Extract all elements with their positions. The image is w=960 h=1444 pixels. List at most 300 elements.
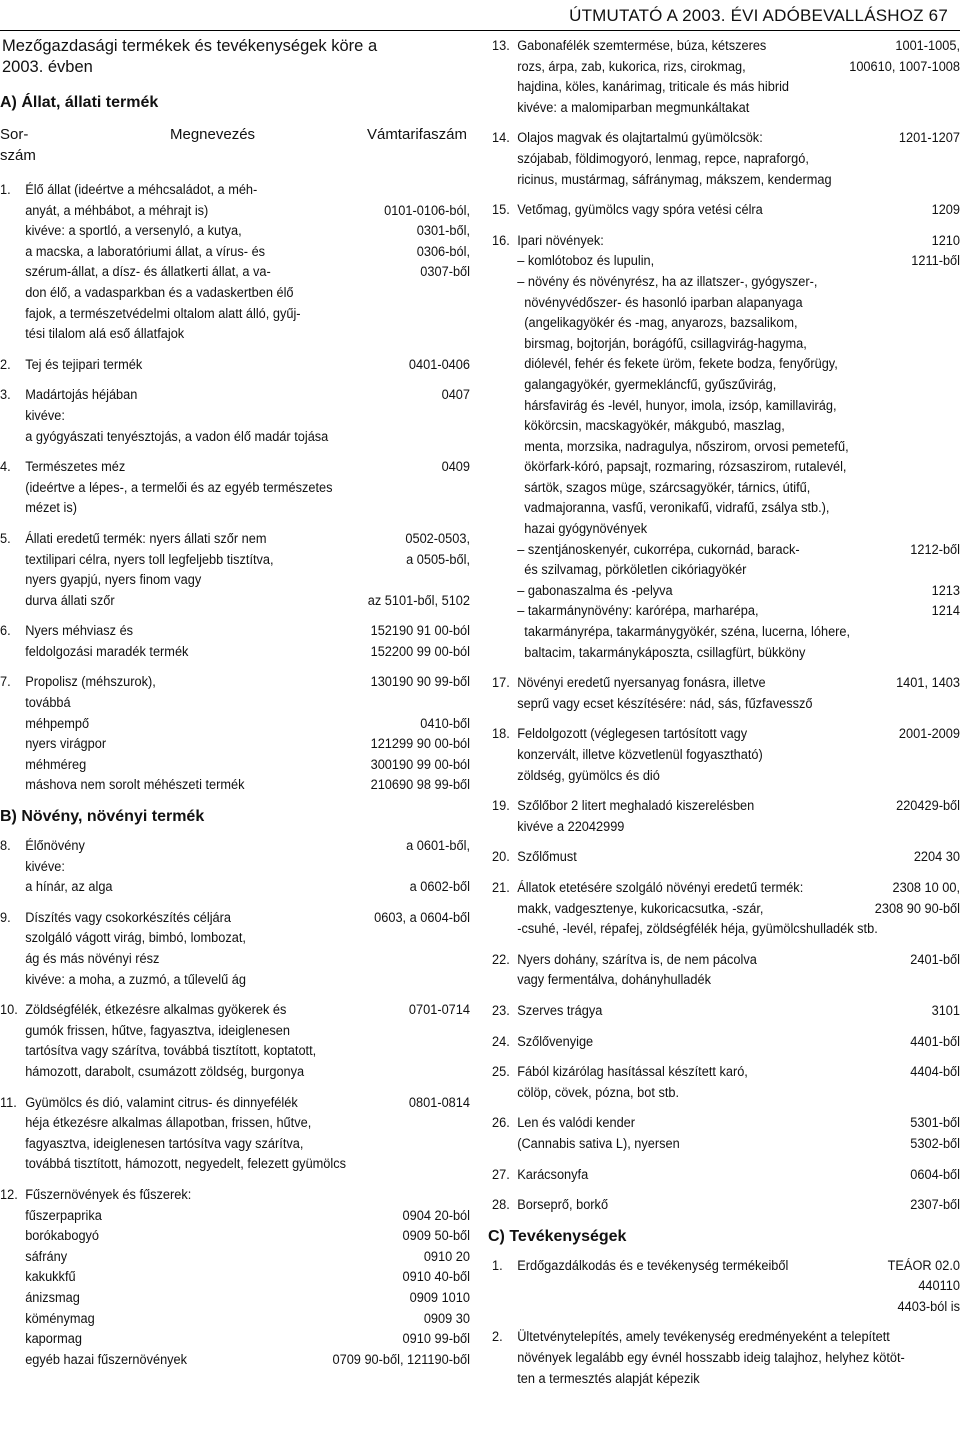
item-line	[492, 1256, 960, 1277]
list-item	[0, 1185, 475, 1370]
list-item	[492, 847, 960, 868]
item-line	[492, 581, 960, 602]
item-line	[492, 334, 960, 355]
item-description: ricinus, mustármag, sáfránymag, mákszem, kendermag	[517, 171, 832, 188]
spacer	[0, 166, 475, 180]
item-number: 1.	[0, 182, 11, 198]
item-description: (angelikagyökér és -mag, anyarozs, bazsalikom,	[517, 315, 798, 332]
item-number	[0, 642, 25, 663]
item-description: Tej és tejipari termék	[25, 356, 143, 373]
item-description: nyers gyapjú, nyers finom vagy	[25, 572, 202, 589]
item-line	[492, 766, 960, 787]
item-description: Fűszernövények és fűszerek:	[25, 1186, 192, 1203]
item-description: növények legalább egy évnél hosszabb ideig talajhoz, helyhez kötöt-	[517, 1350, 905, 1367]
item-line	[492, 1195, 960, 1216]
item-number	[492, 1369, 517, 1390]
item-line	[0, 529, 470, 550]
item-description: rozs, árpa, zab, kukorica, rizs, cirokmag,	[517, 58, 746, 75]
spacer	[0, 662, 475, 672]
page-header	[0, 4, 960, 31]
item-number	[492, 540, 517, 561]
item-line	[0, 693, 470, 714]
item-number	[492, 98, 517, 119]
item-number	[492, 57, 517, 78]
item-line	[492, 416, 960, 437]
item-code: 0701-0714	[408, 1002, 470, 1019]
item-line	[492, 1083, 960, 1104]
item-description: Gabonafélék szemtermése, búza, kétszeres	[517, 38, 767, 54]
item-line	[492, 1276, 960, 1297]
item-number	[0, 304, 25, 325]
section-heading-b: B) Növény, növényi termék	[0, 808, 205, 826]
spacer	[0, 114, 475, 124]
item-code: 0301-ből,	[416, 223, 470, 240]
item-number	[0, 262, 25, 283]
item-line	[0, 1041, 470, 1062]
spacer	[0, 828, 475, 836]
item-description: Ültetvénytelepítés, amely tevékenység eredményeként a telepített	[517, 1329, 890, 1346]
item-description: Erdőgazdálkodás és e tevékenység termékeiből	[517, 1257, 789, 1274]
item-number: 19.	[492, 798, 510, 815]
item-code: 2401-ből	[910, 951, 960, 968]
item-line	[0, 642, 470, 663]
section-heading-a: A) Állat, állati termék	[0, 94, 159, 111]
item-number	[492, 1276, 517, 1297]
item-code: 1214	[931, 603, 960, 620]
item-description: hajdina, köles, kanárimag, triticale és más hibrid	[517, 79, 790, 96]
item-code: 210690 98 99-ből	[370, 777, 470, 794]
item-description: a macska, a laboratóriumi állat, a vírus- és	[25, 243, 266, 260]
item-description: (ideértve a lépes-, a termelői és az egyéb természetes	[25, 479, 333, 496]
item-description: fajok, a természetvédelmi oltalom alatt álló, gyűj-	[25, 305, 301, 322]
list-item	[0, 180, 475, 345]
item-code: 100610, 1007-1008	[849, 58, 960, 75]
spacer	[0, 519, 475, 529]
item-line	[492, 98, 960, 119]
item-line	[0, 1267, 470, 1288]
title-line: 2003. évben	[2, 58, 93, 76]
item-line	[0, 570, 470, 591]
item-line	[0, 406, 470, 427]
item-line	[492, 375, 960, 396]
item-description: kivéve:	[25, 407, 65, 424]
item-description: fagyasztva, ideiglenesen tartósítva vagy szárítva,	[25, 1135, 304, 1152]
item-line	[492, 847, 960, 868]
list-item	[0, 385, 475, 447]
item-description: Ipari növények:	[517, 232, 604, 249]
item-code: 0910 20	[423, 1248, 470, 1265]
item-number	[492, 437, 517, 458]
item-description: ág és más növényi rész	[25, 951, 160, 967]
item-line	[0, 262, 470, 283]
item-line	[0, 1329, 470, 1350]
item-line	[0, 949, 470, 970]
item-description: – komlótoboz és lupulin,	[517, 253, 655, 270]
col-header-megnevezes: Megnevezés	[170, 126, 256, 143]
item-number: 2.	[0, 356, 11, 373]
item-number	[0, 1062, 25, 1083]
list-item	[492, 128, 960, 190]
item-code: 5302-ből	[910, 1135, 960, 1152]
spacer	[0, 447, 475, 457]
item-description: menta, morzsika, nadragulya, nőszirom, orvosi pemetefű,	[517, 438, 849, 455]
item-number	[0, 693, 25, 714]
item-line	[492, 694, 960, 715]
right-column	[488, 36, 960, 1399]
spacer	[492, 190, 960, 200]
item-number	[492, 1348, 517, 1369]
item-line	[0, 221, 470, 242]
item-code: 0409	[441, 459, 470, 476]
item-number	[492, 622, 517, 643]
item-line	[0, 928, 470, 949]
item-number	[492, 272, 517, 293]
item-description: a gyógyászati tenyésztojás, a vadon élő madár tojása	[25, 428, 329, 445]
item-number	[492, 581, 517, 602]
item-line	[0, 734, 470, 755]
spacer	[492, 118, 960, 128]
item-description: Olajos magvak és olajtartalmú gyümölcsök:	[517, 130, 763, 147]
item-description: makk, vadgesztenye, kukoricacsutka, -szár,	[517, 900, 764, 917]
item-number	[0, 857, 25, 878]
item-line	[0, 1247, 470, 1268]
list-item	[492, 1256, 960, 1318]
item-line	[0, 621, 470, 642]
item-number	[0, 406, 25, 427]
item-line	[492, 643, 960, 664]
list-item	[0, 355, 475, 376]
item-number: 17.	[492, 675, 510, 692]
item-description: egyéb hazai fűszernövények	[25, 1351, 188, 1368]
item-description: – szentjánoskenyér, cukorrépa, cukornád, barack-	[517, 541, 800, 558]
item-description: héja étkezésre alkalmas állapotban, frissen, hűtve,	[25, 1115, 312, 1132]
item-code: 0909 1010	[409, 1289, 470, 1306]
item-number: 5.	[0, 530, 11, 547]
item-line	[492, 313, 960, 334]
item-number: 3.	[0, 387, 11, 404]
item-code: 5301-ből	[910, 1115, 960, 1132]
item-line	[492, 745, 960, 766]
item-description: kivéve: a sportló, a versenyló, a kutya,	[25, 223, 242, 240]
item-number: 22.	[492, 951, 510, 968]
list-item	[0, 621, 475, 662]
item-number	[0, 498, 25, 519]
item-line	[492, 57, 960, 78]
item-number	[492, 745, 517, 766]
item-description: kivéve: a moha, a zuzmó, a tűlevelű ág	[25, 971, 246, 988]
item-line	[0, 857, 470, 878]
item-description: kapormag	[25, 1331, 82, 1348]
col-header-sorszam	[0, 124, 170, 166]
item-line	[492, 1297, 960, 1318]
item-number	[0, 1267, 25, 1288]
item-number: 28.	[492, 1197, 510, 1214]
item-line	[492, 622, 960, 643]
item-number	[0, 877, 25, 898]
item-description: baltacim, takarmánykáposzta, csillagfürt, bükköny	[517, 644, 806, 661]
item-description: fűszerpaprika	[25, 1207, 102, 1224]
item-description: birsmag, bojtorján, borágófű, csillagvirág-hagyma,	[517, 335, 807, 352]
item-description: kökörcsin, macskagyökér, mákgubó, maszlag,	[517, 418, 785, 435]
item-description: hámozott, darabolt, csumázott zöldség, burgonya	[25, 1063, 305, 1080]
item-code: 0401-0406	[408, 356, 470, 373]
item-number: 16.	[492, 232, 510, 249]
item-description: Propolisz (méhszurok),	[25, 674, 156, 691]
spacer	[0, 1083, 475, 1093]
item-line	[492, 817, 960, 838]
item-line	[492, 77, 960, 98]
item-code: 2001-2009	[898, 726, 960, 743]
item-line	[0, 755, 470, 776]
spacer	[492, 1389, 960, 1399]
item-description: ánizsmag	[25, 1289, 80, 1306]
item-code: 1401, 1403	[896, 675, 960, 692]
spacer	[492, 1103, 960, 1113]
item-description	[517, 1276, 918, 1297]
item-number	[0, 1154, 25, 1175]
item-code: 0603, a 0604-ből	[374, 909, 470, 926]
header-title: ÚTMUTATÓ A 2003. ÉVI ADÓBEVALLÁSHOZ 67	[569, 6, 948, 25]
item-line	[0, 672, 470, 693]
item-code: 0910 40-ből	[402, 1269, 470, 1286]
item-description: gumók frissen, hűtve, fagyasztva, ideiglenesen	[25, 1022, 290, 1039]
item-number	[492, 354, 517, 375]
item-line	[0, 1206, 470, 1227]
item-line	[0, 1309, 470, 1330]
item-number	[0, 570, 25, 591]
item-description: kivéve: a malomiparban megmunkáltakat	[517, 99, 750, 116]
item-line	[0, 427, 470, 448]
col-header-szam: szám	[0, 147, 36, 164]
list-item	[492, 1327, 960, 1389]
item-code: 121299 90 00-ból	[370, 736, 470, 753]
item-code: 130190 90 99-ből	[370, 674, 470, 691]
item-code: 220429-ből	[896, 798, 960, 815]
item-description: Nyers méhviasz és	[25, 623, 134, 640]
item-number	[0, 1021, 25, 1042]
item-number	[492, 519, 517, 540]
item-code: 0101-0106-ból,	[384, 202, 470, 219]
item-description: vagy fermentálva, dohányhulladék	[517, 972, 711, 989]
item-code: az 5101-ből, 5102	[367, 592, 470, 609]
item-line	[492, 1369, 960, 1390]
item-number	[0, 550, 25, 571]
item-description: sáfrány	[25, 1248, 68, 1265]
item-description: hársfavirág és -levél, hunyor, imola, izsóp, kamillavirág,	[517, 397, 837, 414]
item-description: szérum-állat, a dísz- és állatkerti állat, a va-	[25, 264, 271, 281]
item-number	[0, 734, 25, 755]
spacer	[492, 1185, 960, 1195]
item-number	[492, 1297, 517, 1318]
item-number: 23.	[492, 1002, 510, 1019]
item-description: kivéve a 22042999	[517, 818, 625, 835]
item-line	[492, 950, 960, 971]
spacer	[492, 663, 960, 673]
item-description: – takarmánynövény: karórépa, marharépa,	[517, 603, 759, 620]
item-description: takarmányrépa, takarmánygyökér, széna, lucerna, lóhere,	[517, 624, 851, 641]
item-line	[492, 36, 960, 57]
item-number	[492, 498, 517, 519]
section-heading-c: C) Tevékenységek	[488, 1227, 627, 1245]
item-code: 2308 90 90-ből	[874, 900, 960, 917]
item-description: Madártojás héjában	[25, 387, 138, 404]
item-description: ökörfark-kóró, papsajt, rozmaring, rózsaszirom, rutalevél,	[517, 459, 847, 476]
item-code: 0909 30	[423, 1310, 470, 1327]
list-item	[0, 836, 475, 898]
item-line	[492, 437, 960, 458]
item-number	[0, 201, 25, 222]
spacer	[0, 375, 475, 385]
item-code: 4401-ből	[910, 1033, 960, 1050]
item-line	[0, 1062, 470, 1083]
item-description: Nyers dohány, szárítva is, de nem pácolva	[517, 951, 757, 968]
item-number	[492, 396, 517, 417]
spacer	[0, 345, 475, 355]
col-header-vamtarifa: Vámtarifaszám	[366, 126, 467, 143]
item-description: – növény és növényrész, ha az illatszer-, gyógyszer-,	[517, 273, 818, 290]
item-number: 1.	[492, 1257, 503, 1274]
spacer	[492, 940, 960, 950]
item-number	[492, 375, 517, 396]
item-line	[0, 1093, 470, 1114]
item-code: 3101	[931, 1002, 960, 1019]
spacer	[492, 991, 960, 1001]
item-description: Borseprő, borkő	[517, 1197, 609, 1214]
item-code: 4403-ból is	[897, 1298, 960, 1315]
item-description: Élő állat (ideértve a méhcsaládot, a méh-	[25, 182, 258, 198]
item-line	[492, 919, 960, 940]
title-line: Mezőgazdasági termékek és tevékenységek köre a	[2, 37, 378, 55]
spacer	[0, 611, 475, 621]
item-number	[0, 324, 25, 345]
item-number	[492, 970, 517, 991]
list-item	[492, 1032, 960, 1053]
item-description: továbbá	[25, 695, 71, 712]
item-line	[0, 1185, 470, 1206]
spacer	[0, 990, 475, 1000]
spacer	[492, 868, 960, 878]
item-number: 15.	[492, 202, 510, 219]
item-number	[492, 601, 517, 622]
list-item	[0, 1000, 475, 1082]
item-number	[492, 416, 517, 437]
item-line	[0, 1134, 470, 1155]
item-number: 24.	[492, 1033, 510, 1050]
item-description: Élőnövény	[25, 838, 85, 855]
item-line	[492, 1062, 960, 1083]
item-line	[492, 1165, 960, 1186]
list-item	[492, 1001, 960, 1022]
item-code: TEÁOR 02.0	[887, 1257, 960, 1274]
item-number: 20.	[492, 849, 510, 866]
item-description: és szilvamag, pörköletlen cikóriagyökér	[517, 562, 747, 579]
list-item	[492, 1113, 960, 1154]
item-number: 14.	[492, 130, 510, 147]
item-number	[0, 221, 25, 242]
item-number: 7.	[0, 674, 11, 691]
spacer	[492, 714, 960, 724]
spacer	[0, 796, 475, 806]
item-code: 1210	[931, 232, 960, 249]
item-code: 0410-ből	[420, 715, 470, 732]
item-code: 2308 10 00,	[892, 879, 960, 896]
item-number	[492, 766, 517, 787]
item-line	[0, 201, 470, 222]
spacer	[492, 1052, 960, 1062]
item-line	[0, 242, 470, 263]
item-code: 0307-ből	[420, 264, 470, 281]
item-number	[492, 293, 517, 314]
item-description: don élő, a vadasparkban és a vadaskertben élő	[25, 284, 294, 301]
item-line	[0, 908, 470, 929]
item-description: Növényi eredetű nyersanyag fonásra, illetve	[517, 675, 766, 692]
item-number: 26.	[492, 1115, 510, 1132]
item-number: 4.	[0, 459, 11, 476]
item-code: 1211-ből	[911, 253, 960, 270]
item-code: 0407	[441, 387, 470, 404]
item-number	[492, 919, 517, 940]
item-number	[0, 949, 25, 970]
item-description: diólevél, fehér és fekete üröm, fekete bodza, fenyőrügy,	[517, 356, 838, 373]
item-line	[0, 1288, 470, 1309]
section-title	[0, 36, 475, 78]
item-line	[492, 354, 960, 375]
item-line	[492, 200, 960, 221]
item-description: kivéve:	[25, 858, 65, 875]
item-number	[0, 1113, 25, 1134]
item-description: Fából kizárólag hasítással készített karó,	[517, 1064, 748, 1081]
item-description: tartósítva vagy szárítva, továbbá tisztított, koptatott,	[25, 1043, 317, 1060]
item-code: 0604-ből	[910, 1166, 960, 1183]
item-line	[0, 1350, 470, 1371]
item-description: máshova nem sorolt méhészeti termék	[25, 777, 245, 794]
item-line	[0, 1154, 470, 1175]
item-description: kakukkfű	[25, 1269, 76, 1286]
item-description: Szerves trágya	[517, 1002, 603, 1019]
list-item	[0, 457, 475, 519]
item-description: a hínár, az alga	[25, 879, 113, 896]
item-description: anyát, a méhbábot, a méhrajt is)	[25, 202, 209, 219]
spacer	[0, 898, 475, 908]
spacer	[0, 78, 475, 92]
item-number	[0, 1350, 25, 1371]
item-description: méhpempő	[25, 715, 90, 732]
item-code: 440110	[918, 1278, 960, 1295]
item-number: 18.	[492, 726, 510, 743]
item-code: 0909 50-ből	[402, 1228, 470, 1245]
item-number	[0, 1288, 25, 1309]
item-code: 0502-0503,	[405, 530, 470, 547]
item-line	[0, 970, 470, 991]
item-code: 300190 99 00-ból	[370, 756, 470, 773]
item-line	[0, 550, 470, 571]
item-description: Természetes méz	[25, 459, 126, 476]
item-line	[492, 540, 960, 561]
item-number	[492, 457, 517, 478]
item-number	[0, 1309, 25, 1330]
item-number	[492, 149, 517, 170]
item-line	[0, 1113, 470, 1134]
item-line	[492, 170, 960, 191]
item-code: 0801-0814	[408, 1094, 470, 1111]
spacer	[492, 1155, 960, 1165]
list-item	[0, 529, 475, 611]
spacer	[492, 1317, 960, 1327]
item-line	[492, 673, 960, 694]
item-line	[492, 149, 960, 170]
item-description: mézet is)	[25, 500, 77, 517]
item-line	[0, 775, 470, 796]
